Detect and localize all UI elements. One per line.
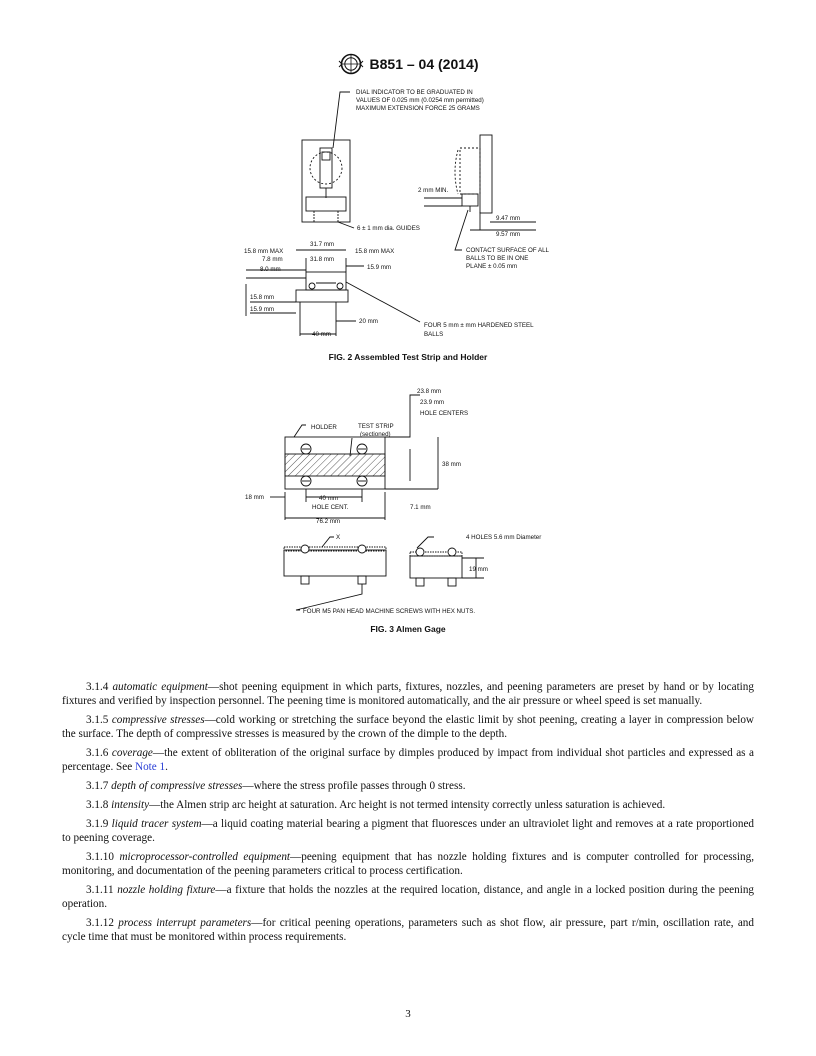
fig2-78-label: 7.8 mm xyxy=(262,256,283,263)
fig3-hole-cent-label: HOLE CENT. xyxy=(312,504,349,511)
fig2-guides-label: 6 ± 1 mm dia. GUIDES xyxy=(357,225,420,232)
fig3-38-label: 38 mm xyxy=(442,461,461,468)
definition-paragraph: 3.1.9 liquid tracer system—a liquid coating material bearing a pigment that fluoresces under an ultraviolet light and removes at a rate proportioned to peening coverage. xyxy=(62,818,755,844)
fig3-strip-label-1: TEST STRIP xyxy=(358,423,394,430)
fig2-20-label: 20 mm xyxy=(359,318,378,325)
fig2-947-label: 9.47 mm xyxy=(496,215,521,222)
note-1-link[interactable]: Note 1 xyxy=(135,761,166,773)
almen-test-strip xyxy=(285,454,385,476)
fig2-dial-label-1: DIAL INDICATOR TO BE GRADUATED IN xyxy=(356,89,473,96)
fig3-x-label: X xyxy=(336,534,341,541)
fig2-balls-label-2: BALLS xyxy=(424,331,444,338)
fig2-dial-label-3: MAXIMUM EXTENSION FORCE 25 GRAMS xyxy=(356,105,480,112)
fig2-158-label: 15.8 mm xyxy=(250,294,275,301)
page-number: 3 xyxy=(405,1008,411,1020)
fig3-screws-label: FOUR M5 PAN HEAD MACHINE SCREWS WITH HEX NUTS. xyxy=(303,608,476,615)
fig2-contact-label-1: CONTACT SURFACE OF ALL xyxy=(466,247,549,254)
fig3-holes-label: 4 HOLES 5.6 mm Diameter xyxy=(466,534,542,541)
standard-designation: B851 – 04 (2014) xyxy=(369,56,479,72)
fig3-239-label: 23.9 mm xyxy=(420,399,445,406)
fig2-max-right-label: 15.8 mm MAX xyxy=(355,248,395,255)
fig2-80-label: 8.0 mm xyxy=(260,266,281,273)
definition-paragraph: 3.1.12 process interrupt parameters—for critical peening operations, parameters such as shot flow, air pressure, part r/min, oscillation rate, and cycle time that must be monitored within process requirements. xyxy=(62,917,754,943)
fig2-balls-label-1: FOUR 5 mm ± mm HARDENED STEEL xyxy=(424,322,534,329)
fig3-40-label: 40 mm xyxy=(319,495,338,502)
figure-3-caption: FIG. 3 Almen Gage xyxy=(370,624,446,634)
fig3-238-label: 23.8 mm xyxy=(417,388,442,395)
fig3-strip-label-2: (sectioned) xyxy=(360,431,391,438)
definition-paragraph: 3.1.7 depth of compressive stresses—where the stress profile passes through 0 stress. xyxy=(86,780,466,792)
page-header xyxy=(0,52,816,76)
fig2-dial-label-2: VALUES OF 0.025 mm (0.0254 mm permitted) xyxy=(356,97,484,104)
definitions-section xyxy=(62,680,754,949)
fig3-holder-label: HOLDER xyxy=(311,424,337,431)
definition-paragraph: 3.1.8 intensity—the Almen strip arc height at saturation. Arc height is not termed intensity correctly unless saturation is achieved. xyxy=(86,799,666,811)
definition-paragraph: 3.1.6 coverage—the extent of obliteration of the original surface by dimples produced by impact from individual shot particles and expressed as a percentage. See Note 1. xyxy=(62,747,754,773)
fig3-71-label: 7.1 mm xyxy=(410,504,431,511)
definition-paragraph: 3.1.5 compressive stresses—cold working or stretching the surface beyond the elastic limit by shot peening, creating a layer in compression below the surface. The depth of compressive stresses is measured by the crown of the dimple to the depth. xyxy=(62,714,755,740)
definition-paragraph: 3.1.11 nozzle holding fixture—a fixture that holds the nozzles at the required location, distance, and angle in a locked position during the peening operation. xyxy=(62,884,755,910)
fig3-hole-centers-label: HOLE CENTERS xyxy=(420,410,469,417)
fig2-159b-label: 15.9 mm xyxy=(250,306,275,313)
fig3-18-label: 18 mm xyxy=(245,494,264,501)
fig2-317-label: 31.7 mm xyxy=(310,241,335,248)
figure-3-drawing xyxy=(0,380,816,620)
fig2-40-label: 40 mm xyxy=(312,331,331,338)
fig2-159a-label: 15.9 mm xyxy=(367,264,392,271)
fig2-2mm-label: 2 mm MIN. xyxy=(418,187,449,194)
definition-paragraph: 3.1.10 microprocessor-controlled equipment—peening equipment that has nozzle holding fixtures and is computer controlled for processing, monitoring, and documentation of the peening parameters critical to process certification. xyxy=(62,851,754,877)
fig3-19-label: 19 mm xyxy=(469,566,488,573)
fig2-max-left-label: 15.8 mm MAX xyxy=(244,248,284,255)
fig2-contact-label-2: BALLS TO BE IN ONE xyxy=(466,255,529,262)
fig3-762-label: 76.2 mm xyxy=(316,518,341,525)
fig2-contact-label-3: PLANE ± 0.05 mm xyxy=(466,263,518,270)
fig2-957-label: 9.57 mm xyxy=(496,231,521,238)
figure-2-drawing xyxy=(0,80,816,350)
fig2-318-label: 31.8 mm xyxy=(310,256,335,263)
figure-2-caption: FIG. 2 Assembled Test Strip and Holder xyxy=(328,352,488,362)
astm-logo-icon xyxy=(338,53,364,75)
definition-paragraph: 3.1.4 automatic equipment—shot peening equipment in which parts, fixtures, nozzles, and peening parameters are preset by hand or by locating fixtures and verified by inspection personnel. The peening time is monitored automatically, and the air pressure or wheel speed is set manually. xyxy=(62,681,754,707)
